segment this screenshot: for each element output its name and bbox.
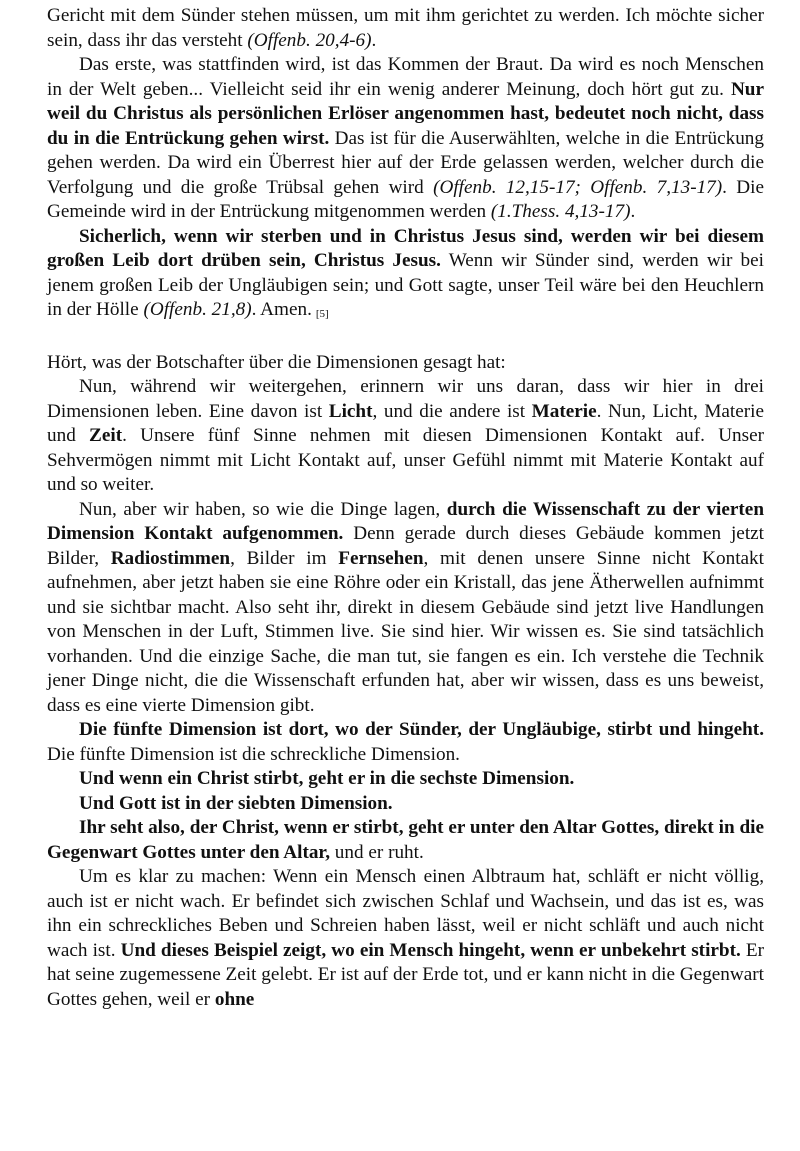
scripture-reference: (Offenb. 12,15-17; Offenb. 7,13-17) [433, 176, 723, 198]
bold-text: Die fünfte Dimension ist dort, wo der Sünder, der Ungläubige, stirbt und hingeht. [79, 719, 764, 740]
scripture-reference: (Offenb. 21,8) [143, 299, 252, 320]
text-run: Wenn wir Sünder sind, werden wir bei jenem großen Leib der Ungläubigen sein; und Gott sagte, unser Teil wäre bei den Heuchlern in der Hölle [47, 250, 764, 320]
bold-text: Und dieses Beispiel zeigt, wo ein Mensch hingeht, wenn er unbekehrt stirbt. [120, 939, 741, 961]
document-body [47, 4, 764, 1012]
text-run: Das ist für die Auserwählten, welche in die Entrückung gehen werden. Da wird ein Überrest hier auf der Erde gelassen werden, welcher durch die Verfolgung und die große Trübsal gehen wird [47, 127, 764, 198]
bold-text: Sicherlich, wenn wir sterben und in Christus Jesus sind, werden wir bei diesem großen Leib dort drüben sein, Christus Jesus. [47, 225, 764, 271]
paragraph [47, 792, 764, 817]
text-run: Die fünfte Dimension ist die schreckliche Dimension. [47, 743, 460, 765]
footnote-marker: [5] [315, 308, 329, 320]
bold-text: Ihr seht also, der Christ, wenn er stirbt, geht er unter den Altar Gottes, direkt in die Gegenwart Gottes unter den Altar, [47, 817, 764, 863]
text-run: und er ruht. [330, 841, 424, 863]
text-run: Um es klar zu machen: Wenn ein Mensch einen Albtraum hat, schläft er nicht völlig, auch ist er nicht wach. Er befindet sich zwischen Schlaf und Wachsein, und das ist es, was ihn ein schreckliches Beben und Schreien haben lässt, weil er nicht schläft und auch nicht wach ist. [47, 866, 764, 961]
paragraph [47, 351, 764, 376]
text-run: , mit denen unsere Sinne nicht Kontakt aufnehmen, aber jetzt haben sie eine Röhre oder ein Kristall, das jene Ätherwellen aufnimmt und sie sichtbar macht. Also seht ihr, direkt in diesem Gebäude sind jetzt live Handlungen von Menschen in der Luft, Stimmen live. Sie sind hier. Wir wissen es. Sie sind tatsächlich vorhanden. Und die einzige Sache, die man tut, sie fangen es ein. Ich verstehe die Technik jener Dinge nicht, die die Wissenschaft erfunden hat, aber wir wissen, dass es uns beweist, dass es eine vierte Dimension gibt. [47, 547, 764, 716]
text-run: , und die andere ist [372, 400, 532, 422]
bold-text: ohne [214, 988, 255, 1010]
paragraph [47, 816, 764, 865]
bold-text: Fernsehen [338, 547, 424, 569]
paragraph [47, 375, 764, 498]
paragraph [47, 225, 764, 327]
text-run: . Amen. [251, 299, 312, 320]
text-run: . [630, 201, 636, 222]
text-run: . Nun, Licht, Materie und [47, 400, 764, 446]
text-run: . [371, 29, 377, 51]
paragraph [47, 53, 764, 225]
paragraph [47, 4, 764, 53]
text-run: Nun, während wir weitergehen, erinnern wir uns daran, dass wir hier in drei Dimensionen leben. Eine davon ist [47, 376, 764, 422]
text-run: , Bilder im [230, 547, 339, 569]
paragraph [47, 865, 764, 1012]
scripture-reference: (Offenb. 20,4-6) [247, 29, 372, 51]
text-run: Denn gerade durch dieses Gebäude kommen jetzt Bilder, [47, 523, 764, 569]
bold-text: Materie [531, 400, 597, 422]
bold-text: Und wenn ein Christ stirbt, geht er in die sechste Dimension. [79, 768, 575, 789]
text-run: . Die Gemeinde wird in der Entrückung mitgenommen werden [47, 176, 764, 222]
paragraph [47, 767, 764, 792]
bold-text: durch die Wissenschaft zu der vierten Dimension Kontakt aufgenommen. [47, 498, 764, 544]
text-run: Das erste, was stattfinden wird, ist das Kommen der Braut. Da wird es noch Menschen in der Welt geben... Vielleicht seid ihr ein wenig anderer Meinung, doch hört gut zu. [47, 54, 764, 100]
paragraph [47, 498, 764, 719]
text-run: Hört, was der Botschafter über die Dimensionen gesagt hat: [47, 351, 506, 373]
text-run: Nun, aber wir haben, so wie die Dinge lagen, [79, 498, 447, 520]
scripture-reference: (1.Thess. 4,13-17) [490, 201, 631, 222]
text-run: Gericht mit dem Sünder stehen müssen, um mit ihm gerichtet zu werden. Ich möchte sicher sein, dass ihr das versteht [47, 5, 764, 51]
text-run: . Unsere fünf Sinne nehmen mit diesen Dimensionen Kontakt auf. Unser Sehvermögen nimmt mit Licht Kontakt auf, unser Gefühl nimmt mit Materie Kontakt auf und so weiter. [47, 425, 765, 495]
text-run: Er hat seine zugemessene Zeit gelebt. Er ist auf der Erde tot, und er kann nicht in die Gegenwart Gottes gehen, weil er [47, 939, 764, 1010]
bold-text: Radiostimmen [110, 547, 231, 569]
paragraph-gap [47, 327, 764, 351]
paragraph [47, 718, 764, 767]
bold-text: Und Gott ist in der siebten Dimension. [79, 792, 393, 814]
bold-text: Licht [328, 400, 373, 422]
bold-text: Nur weil du Christus als persönlichen Erlöser angenommen hast, bedeutet noch nicht, dass du in die Entrückung gehen wirst. [47, 78, 764, 149]
bold-text: Zeit [89, 425, 123, 446]
